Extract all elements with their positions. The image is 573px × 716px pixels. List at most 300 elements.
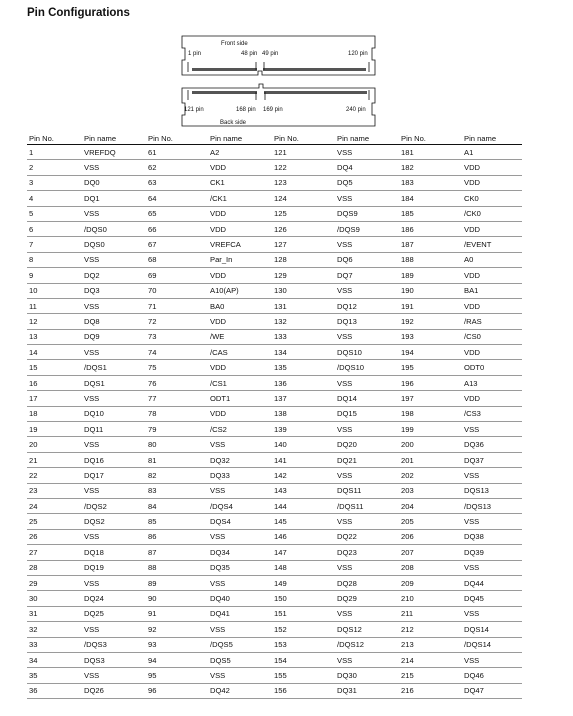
- pin-name-cell: VSS: [335, 422, 399, 437]
- page-title: Pin Configurations: [27, 7, 130, 19]
- pin-no-cell: 73: [146, 329, 208, 344]
- pin-no-cell: 78: [146, 406, 208, 421]
- pin-name-cell: BA1: [462, 283, 522, 298]
- pin-no-cell: 27: [27, 545, 82, 560]
- pin-name-cell: VSS: [335, 329, 399, 344]
- table-row: [27, 575, 522, 590]
- pin-name-cell: DQ20: [335, 437, 399, 452]
- pin-name-cell: /EVENT: [462, 237, 522, 252]
- pin-no-cell: 3: [27, 175, 82, 190]
- pin-name-cell: DQ19: [82, 560, 146, 575]
- pin-no-cell: 89: [146, 575, 208, 590]
- pin-name-cell: VDD: [208, 221, 272, 236]
- pin-no-cell: 128: [272, 252, 335, 267]
- pin-no-cell: 214: [399, 652, 462, 667]
- pin-no-cell: 15: [27, 360, 82, 375]
- pin-name-cell: DQ29: [335, 591, 399, 606]
- pin-name-cell: VSS: [462, 514, 522, 529]
- pin-name-cell: DQ24: [82, 591, 146, 606]
- pin-name-cell: /CAS: [208, 345, 272, 360]
- pin-no-cell: 132: [272, 314, 335, 329]
- pin-name-cell: /DQS13: [462, 498, 522, 513]
- pin-no-cell: 146: [272, 529, 335, 544]
- table-row: [27, 591, 522, 606]
- pin-no-cell: 20: [27, 437, 82, 452]
- pin-name-cell: DQ30: [335, 668, 399, 683]
- pin-name-cell: /DQS0: [82, 221, 146, 236]
- pin-no-cell: 71: [146, 298, 208, 313]
- pin-configuration-table: [27, 132, 522, 699]
- pin-no-cell: 189: [399, 268, 462, 283]
- pin-no-cell: 5: [27, 206, 82, 221]
- pin-no-cell: 138: [272, 406, 335, 421]
- pin-no-cell: 155: [272, 668, 335, 683]
- front-side-label: Front side: [221, 41, 248, 47]
- header-pin-name: Pin name: [335, 132, 399, 145]
- front-pin-48-label: 48 pin: [241, 51, 258, 57]
- pin-name-cell: VSS: [335, 191, 399, 206]
- pin-no-cell: 83: [146, 483, 208, 498]
- pin-name-cell: /DQS11: [335, 498, 399, 513]
- header-pin-name: Pin name: [208, 132, 272, 145]
- pin-name-cell: VSS: [82, 437, 146, 452]
- pin-name-cell: VDD: [208, 314, 272, 329]
- pin-no-cell: 34: [27, 652, 82, 667]
- table-row: [27, 283, 522, 298]
- pin-no-cell: 216: [399, 683, 462, 698]
- pin-name-cell: /DQS3: [82, 637, 146, 652]
- pin-no-cell: 129: [272, 268, 335, 283]
- pin-name-cell: DQ45: [462, 591, 522, 606]
- pin-no-cell: 24: [27, 498, 82, 513]
- pin-name-cell: VDD: [208, 406, 272, 421]
- pin-name-cell: DQ47: [462, 683, 522, 698]
- pin-name-cell: VSS: [208, 437, 272, 452]
- pin-no-cell: 11: [27, 298, 82, 313]
- pin-name-cell: A2: [208, 145, 272, 160]
- table-row: [27, 314, 522, 329]
- pin-no-cell: 204: [399, 498, 462, 513]
- pin-no-cell: 140: [272, 437, 335, 452]
- pin-no-cell: 133: [272, 329, 335, 344]
- pin-name-cell: DQ28: [335, 575, 399, 590]
- pin-name-cell: VSS: [335, 652, 399, 667]
- pin-name-cell: DQ5: [335, 175, 399, 190]
- pin-name-cell: DQ40: [208, 591, 272, 606]
- pin-no-cell: 14: [27, 345, 82, 360]
- pin-name-cell: DQ8: [82, 314, 146, 329]
- table-row: [27, 637, 522, 652]
- pin-no-cell: 61: [146, 145, 208, 160]
- pin-name-cell: DQ7: [335, 268, 399, 283]
- pin-name-cell: DQ35: [208, 560, 272, 575]
- pin-no-cell: 33: [27, 637, 82, 652]
- back-side-module: [182, 84, 375, 126]
- pin-name-cell: VSS: [335, 514, 399, 529]
- table-row: [27, 375, 522, 390]
- pin-name-cell: VSS: [82, 206, 146, 221]
- pin-no-cell: 143: [272, 483, 335, 498]
- pin-no-cell: 209: [399, 575, 462, 590]
- pin-name-cell: CK0: [462, 191, 522, 206]
- pin-no-cell: 201: [399, 452, 462, 467]
- pin-name-cell: DQ11: [82, 422, 146, 437]
- pin-name-cell: DQS4: [208, 514, 272, 529]
- pin-no-cell: 91: [146, 606, 208, 621]
- pin-no-cell: 77: [146, 391, 208, 406]
- table-row: [27, 622, 522, 637]
- table-row: [27, 606, 522, 621]
- front-pin-49-label: 49 pin: [262, 51, 279, 57]
- pin-no-cell: 134: [272, 345, 335, 360]
- table-row: [27, 268, 522, 283]
- pin-no-cell: 151: [272, 606, 335, 621]
- pin-no-cell: 68: [146, 252, 208, 267]
- pin-no-cell: 96: [146, 683, 208, 698]
- pin-no-cell: 90: [146, 591, 208, 606]
- pin-name-cell: A10(AP): [208, 283, 272, 298]
- pin-name-cell: VSS: [462, 606, 522, 621]
- pin-name-cell: BA0: [208, 298, 272, 313]
- pin-name-cell: VDD: [208, 360, 272, 375]
- table-row: [27, 298, 522, 313]
- pin-no-cell: 65: [146, 206, 208, 221]
- pin-name-cell: DQ39: [462, 545, 522, 560]
- pin-no-cell: 74: [146, 345, 208, 360]
- pin-no-cell: 72: [146, 314, 208, 329]
- table-row: [27, 668, 522, 683]
- pin-name-cell: DQ2: [82, 268, 146, 283]
- table-row: [27, 360, 522, 375]
- pin-name-cell: /CK1: [208, 191, 272, 206]
- pin-no-cell: 66: [146, 221, 208, 236]
- table-row: [27, 252, 522, 267]
- pin-name-cell: DQ4: [335, 160, 399, 175]
- pin-no-cell: 135: [272, 360, 335, 375]
- pin-no-cell: 88: [146, 560, 208, 575]
- pin-no-cell: 19: [27, 422, 82, 437]
- front-side-module: [182, 36, 375, 75]
- table-row: [27, 391, 522, 406]
- pin-name-cell: DQS1: [82, 375, 146, 390]
- pin-no-cell: 137: [272, 391, 335, 406]
- pin-name-cell: /CS3: [462, 406, 522, 421]
- pin-name-cell: VDD: [462, 345, 522, 360]
- pin-no-cell: 124: [272, 191, 335, 206]
- pin-name-cell: VSS: [82, 529, 146, 544]
- pin-name-cell: DQ33: [208, 468, 272, 483]
- pin-no-cell: 181: [399, 145, 462, 160]
- back-side-label: Back side: [220, 120, 247, 126]
- pin-no-cell: 190: [399, 283, 462, 298]
- pin-name-cell: VSS: [462, 560, 522, 575]
- front-pin-120-label: 120 pin: [348, 51, 368, 57]
- pin-no-cell: 215: [399, 668, 462, 683]
- pin-name-cell: ODT0: [462, 360, 522, 375]
- pin-no-cell: 210: [399, 591, 462, 606]
- pin-no-cell: 147: [272, 545, 335, 560]
- pin-no-cell: 153: [272, 637, 335, 652]
- pin-no-cell: 136: [272, 375, 335, 390]
- pin-name-cell: CK1: [208, 175, 272, 190]
- header-pin-no: Pin No.: [146, 132, 208, 145]
- pin-no-cell: 67: [146, 237, 208, 252]
- pin-name-cell: VSS: [335, 283, 399, 298]
- pin-no-cell: 150: [272, 591, 335, 606]
- table-row: [27, 652, 522, 667]
- pin-name-cell: ODT1: [208, 391, 272, 406]
- pin-name-cell: /DQS5: [208, 637, 272, 652]
- table-row: [27, 191, 522, 206]
- pin-no-cell: 126: [272, 221, 335, 236]
- pin-no-cell: 131: [272, 298, 335, 313]
- pin-no-cell: 64: [146, 191, 208, 206]
- pin-no-cell: 10: [27, 283, 82, 298]
- pin-name-cell: VDD: [462, 221, 522, 236]
- table-header-row: [27, 132, 522, 145]
- pin-no-cell: 208: [399, 560, 462, 575]
- pin-name-cell: VDD: [462, 298, 522, 313]
- pin-name-cell: VSS: [462, 422, 522, 437]
- pin-no-cell: 63: [146, 175, 208, 190]
- back-pin-168-label: 168 pin: [236, 107, 256, 113]
- pin-no-cell: 212: [399, 622, 462, 637]
- table-row: [27, 160, 522, 175]
- pin-no-cell: 207: [399, 545, 462, 560]
- pin-no-cell: 197: [399, 391, 462, 406]
- pin-name-cell: VSS: [335, 606, 399, 621]
- pin-no-cell: 31: [27, 606, 82, 621]
- table-row: [27, 406, 522, 421]
- table-row: [27, 452, 522, 467]
- pin-no-cell: 203: [399, 483, 462, 498]
- pin-name-cell: VSS: [335, 560, 399, 575]
- pin-name-cell: DQ25: [82, 606, 146, 621]
- pin-no-cell: 81: [146, 452, 208, 467]
- pin-no-cell: 87: [146, 545, 208, 560]
- pin-name-cell: VSS: [82, 668, 146, 683]
- pin-table-body: [27, 145, 522, 699]
- table-row: [27, 206, 522, 221]
- pin-no-cell: 26: [27, 529, 82, 544]
- pin-name-cell: DQ15: [335, 406, 399, 421]
- pin-no-cell: 4: [27, 191, 82, 206]
- pin-no-cell: 199: [399, 422, 462, 437]
- pin-name-cell: DQ38: [462, 529, 522, 544]
- table-row: [27, 498, 522, 513]
- pin-name-cell: VDD: [462, 391, 522, 406]
- pin-no-cell: 70: [146, 283, 208, 298]
- pin-no-cell: 28: [27, 560, 82, 575]
- pin-no-cell: 86: [146, 529, 208, 544]
- pin-name-cell: VSS: [335, 468, 399, 483]
- front-pin-1-label: 1 pin: [188, 51, 202, 57]
- pin-name-cell: VSS: [335, 237, 399, 252]
- pin-name-cell: DQS13: [462, 483, 522, 498]
- pin-name-cell: DQS10: [335, 345, 399, 360]
- pin-no-cell: 79: [146, 422, 208, 437]
- pin-no-cell: 13: [27, 329, 82, 344]
- pin-name-cell: VDD: [208, 160, 272, 175]
- table-row: [27, 422, 522, 437]
- pin-name-cell: VDD: [462, 268, 522, 283]
- pin-no-cell: 144: [272, 498, 335, 513]
- pin-name-cell: /WE: [208, 329, 272, 344]
- pin-name-cell: /CS1: [208, 375, 272, 390]
- pin-name-cell: VDD: [462, 175, 522, 190]
- pin-name-cell: DQ16: [82, 452, 146, 467]
- pin-no-cell: 154: [272, 652, 335, 667]
- pin-name-cell: /DQS14: [462, 637, 522, 652]
- pin-name-cell: DQ14: [335, 391, 399, 406]
- pin-no-cell: 76: [146, 375, 208, 390]
- pin-name-cell: VSS: [82, 483, 146, 498]
- pin-name-cell: /DQS9: [335, 221, 399, 236]
- pin-name-cell: DQ10: [82, 406, 146, 421]
- back-pin-240-label: 240 pin: [346, 107, 366, 113]
- pin-no-cell: 152: [272, 622, 335, 637]
- pin-name-cell: DQ13: [335, 314, 399, 329]
- pin-name-cell: DQ37: [462, 452, 522, 467]
- pin-name-cell: A1: [462, 145, 522, 160]
- back-pin-169-label: 169 pin: [263, 107, 283, 113]
- pin-no-cell: 202: [399, 468, 462, 483]
- pin-no-cell: 200: [399, 437, 462, 452]
- pin-name-cell: DQS9: [335, 206, 399, 221]
- pin-name-cell: VSS: [208, 483, 272, 498]
- pin-name-cell: VSS: [82, 298, 146, 313]
- pin-name-cell: A13: [462, 375, 522, 390]
- pin-no-cell: 6: [27, 221, 82, 236]
- pin-name-cell: DQ17: [82, 468, 146, 483]
- header-pin-no: Pin No.: [272, 132, 335, 145]
- pin-name-cell: DQS2: [82, 514, 146, 529]
- pin-name-cell: DQS5: [208, 652, 272, 667]
- pin-no-cell: 149: [272, 575, 335, 590]
- pin-no-cell: 7: [27, 237, 82, 252]
- pin-name-cell: A0: [462, 252, 522, 267]
- pin-no-cell: 35: [27, 668, 82, 683]
- pin-name-cell: VSS: [82, 160, 146, 175]
- pin-name-cell: DQ18: [82, 545, 146, 560]
- pin-no-cell: 75: [146, 360, 208, 375]
- header-pin-no: Pin No.: [27, 132, 82, 145]
- pin-no-cell: 198: [399, 406, 462, 421]
- table-row: [27, 237, 522, 252]
- pin-name-cell: VSS: [208, 668, 272, 683]
- pin-name-cell: DQ41: [208, 606, 272, 621]
- pin-name-cell: VSS: [82, 391, 146, 406]
- pin-name-cell: DQS11: [335, 483, 399, 498]
- back-pin-121-label: 121 pin: [184, 107, 204, 113]
- pin-no-cell: 193: [399, 329, 462, 344]
- pin-no-cell: 121: [272, 145, 335, 160]
- pin-no-cell: 206: [399, 529, 462, 544]
- pin-no-cell: 22: [27, 468, 82, 483]
- pin-no-cell: 69: [146, 268, 208, 283]
- pin-name-cell: /CK0: [462, 206, 522, 221]
- pin-no-cell: 23: [27, 483, 82, 498]
- pin-no-cell: 183: [399, 175, 462, 190]
- pin-no-cell: 92: [146, 622, 208, 637]
- pin-name-cell: DQ9: [82, 329, 146, 344]
- pin-name-cell: VDD: [208, 268, 272, 283]
- pin-name-cell: DQ36: [462, 437, 522, 452]
- pin-name-cell: /CS2: [208, 422, 272, 437]
- pin-name-cell: DQS3: [82, 652, 146, 667]
- pin-no-cell: 25: [27, 514, 82, 529]
- pin-name-cell: /DQS12: [335, 637, 399, 652]
- pin-name-cell: VSS: [82, 622, 146, 637]
- pin-no-cell: 82: [146, 468, 208, 483]
- table-row: [27, 437, 522, 452]
- pin-no-cell: 205: [399, 514, 462, 529]
- pin-no-cell: 9: [27, 268, 82, 283]
- table-row: [27, 345, 522, 360]
- pin-no-cell: 122: [272, 160, 335, 175]
- pin-name-cell: VDD: [208, 206, 272, 221]
- header-pin-name: Pin name: [82, 132, 146, 145]
- pin-no-cell: 84: [146, 498, 208, 513]
- pin-no-cell: 145: [272, 514, 335, 529]
- pin-name-cell: /RAS: [462, 314, 522, 329]
- pin-name-cell: DQ12: [335, 298, 399, 313]
- pin-name-cell: VSS: [82, 252, 146, 267]
- pin-no-cell: 156: [272, 683, 335, 698]
- pin-no-cell: 93: [146, 637, 208, 652]
- pin-name-cell: DQ32: [208, 452, 272, 467]
- pin-no-cell: 30: [27, 591, 82, 606]
- pin-no-cell: 123: [272, 175, 335, 190]
- pin-name-cell: DQ34: [208, 545, 272, 560]
- table-row: [27, 483, 522, 498]
- pin-name-cell: VREFDQ: [82, 145, 146, 160]
- pin-name-cell: DQ21: [335, 452, 399, 467]
- header-pin-name: Pin name: [462, 132, 522, 145]
- pin-no-cell: 211: [399, 606, 462, 621]
- pin-name-cell: Par_In: [208, 252, 272, 267]
- table-row: [27, 683, 522, 698]
- table-row: [27, 529, 522, 544]
- pin-name-cell: DQ44: [462, 575, 522, 590]
- pin-name-cell: DQ26: [82, 683, 146, 698]
- table-row: [27, 560, 522, 575]
- pin-name-cell: DQ6: [335, 252, 399, 267]
- pin-no-cell: 36: [27, 683, 82, 698]
- pin-name-cell: DQ0: [82, 175, 146, 190]
- pin-no-cell: 1: [27, 145, 82, 160]
- pin-no-cell: 18: [27, 406, 82, 421]
- pin-name-cell: VSS: [462, 652, 522, 667]
- pin-name-cell: DQ46: [462, 668, 522, 683]
- pin-no-cell: 95: [146, 668, 208, 683]
- pin-no-cell: 185: [399, 206, 462, 221]
- pin-name-cell: /DQS4: [208, 498, 272, 513]
- pin-no-cell: 187: [399, 237, 462, 252]
- table-row: [27, 221, 522, 236]
- pin-no-cell: 139: [272, 422, 335, 437]
- pin-name-cell: DQS14: [462, 622, 522, 637]
- table-row: [27, 145, 522, 160]
- pin-no-cell: 196: [399, 375, 462, 390]
- pin-name-cell: VSS: [462, 468, 522, 483]
- pin-name-cell: /DQS1: [82, 360, 146, 375]
- pin-name-cell: VSS: [82, 345, 146, 360]
- pin-name-cell: VSS: [208, 622, 272, 637]
- pin-no-cell: 182: [399, 160, 462, 175]
- pin-no-cell: 8: [27, 252, 82, 267]
- table-row: [27, 514, 522, 529]
